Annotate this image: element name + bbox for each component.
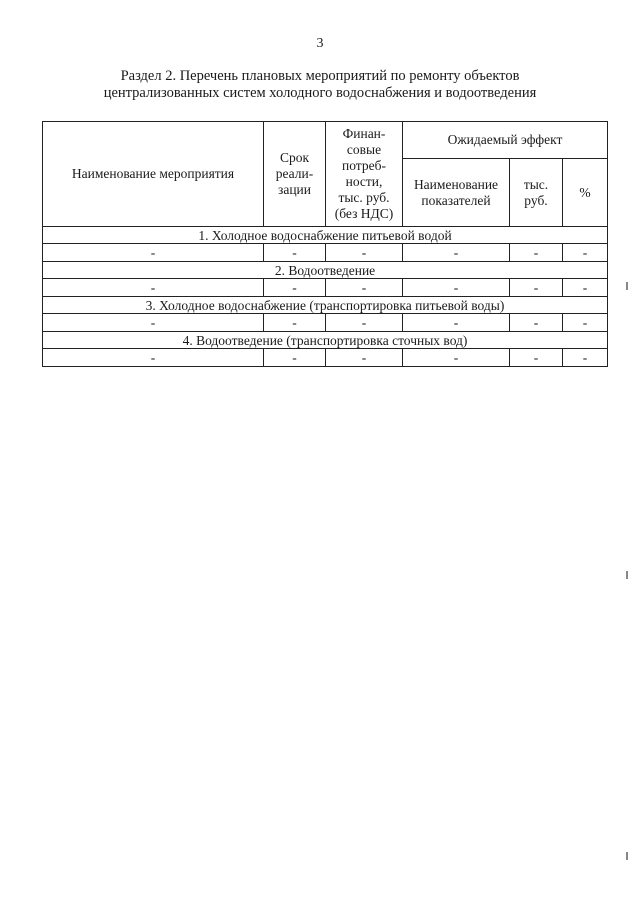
table-row (43, 244, 608, 262)
header-financial-line: (без НДС) (334, 206, 394, 221)
header-thousand-rub (510, 159, 563, 227)
scan-artifact (626, 282, 628, 290)
header-expected-effect: Ожидаемый эффект (403, 122, 608, 159)
table-cell: - (510, 244, 563, 262)
header-financial-line: совые (346, 142, 382, 157)
table-cell: - (563, 314, 608, 332)
header-financial-line: ности, (345, 174, 383, 189)
header-thousand-rub-line: руб. (524, 192, 548, 208)
header-term-line: реали- (275, 166, 314, 181)
section-title-line-1: Раздел 2. Перечень плановых мероприятий по ремонту объектов (120, 68, 520, 84)
table-cell: - (326, 244, 403, 262)
table-cell: - (403, 314, 510, 332)
table-cell: - (43, 349, 264, 367)
table-cell: - (403, 244, 510, 262)
table-cell: - (264, 279, 326, 297)
table-cell: - (264, 314, 326, 332)
scan-artifact (626, 571, 628, 579)
table-row (43, 279, 608, 297)
table-cell: - (403, 279, 510, 297)
table-cell: - (510, 349, 563, 367)
table-cell: - (43, 244, 264, 262)
table-cell: - (403, 349, 510, 367)
table-cell: - (326, 279, 403, 297)
section-title (60, 68, 580, 102)
header-thousand-rub-line: тыс. (523, 176, 549, 192)
table-cell: - (563, 349, 608, 367)
header-term (264, 122, 326, 227)
section-heading: 3. Холодное водоснабжение (транспортировка питьевой воды) (43, 297, 608, 314)
table-row (43, 314, 608, 332)
header-financial-line: Финан- (342, 126, 386, 141)
section-heading: 1. Холодное водоснабжение питьевой водой (43, 227, 608, 244)
header-indicators (403, 159, 510, 227)
header-financial-line: тыс. руб. (338, 190, 390, 205)
table-cell: - (264, 244, 326, 262)
section-heading: 4. Водоотведение (транспортировка сточных вод) (43, 332, 608, 349)
table-cell: - (326, 314, 403, 332)
page-number: 3 (316, 36, 324, 51)
header-indicators-line: показателей (421, 192, 491, 208)
header-measure-name: Наименование мероприятия (43, 122, 264, 227)
header-indicators-line: Наименование (413, 176, 499, 192)
table-row (43, 349, 608, 367)
measures-table (42, 121, 608, 367)
header-financial-line: потреб- (342, 158, 386, 173)
table-cell: - (326, 349, 403, 367)
scan-artifact (626, 852, 628, 860)
table-cell: - (43, 279, 264, 297)
header-financial-needs (326, 122, 403, 227)
section-title-line-2: централизованных систем холодного водоснабжения и водоотведения (103, 85, 537, 101)
header-term-line: зации (278, 182, 311, 197)
table-cell: - (563, 244, 608, 262)
table-cell: - (510, 279, 563, 297)
section-heading: 2. Водоотведение (43, 262, 608, 279)
table-cell: - (43, 314, 264, 332)
table-cell: - (563, 279, 608, 297)
table-cell: - (264, 349, 326, 367)
table-cell: - (510, 314, 563, 332)
header-term-line: Срок (279, 150, 310, 165)
header-percent: % (563, 159, 608, 227)
